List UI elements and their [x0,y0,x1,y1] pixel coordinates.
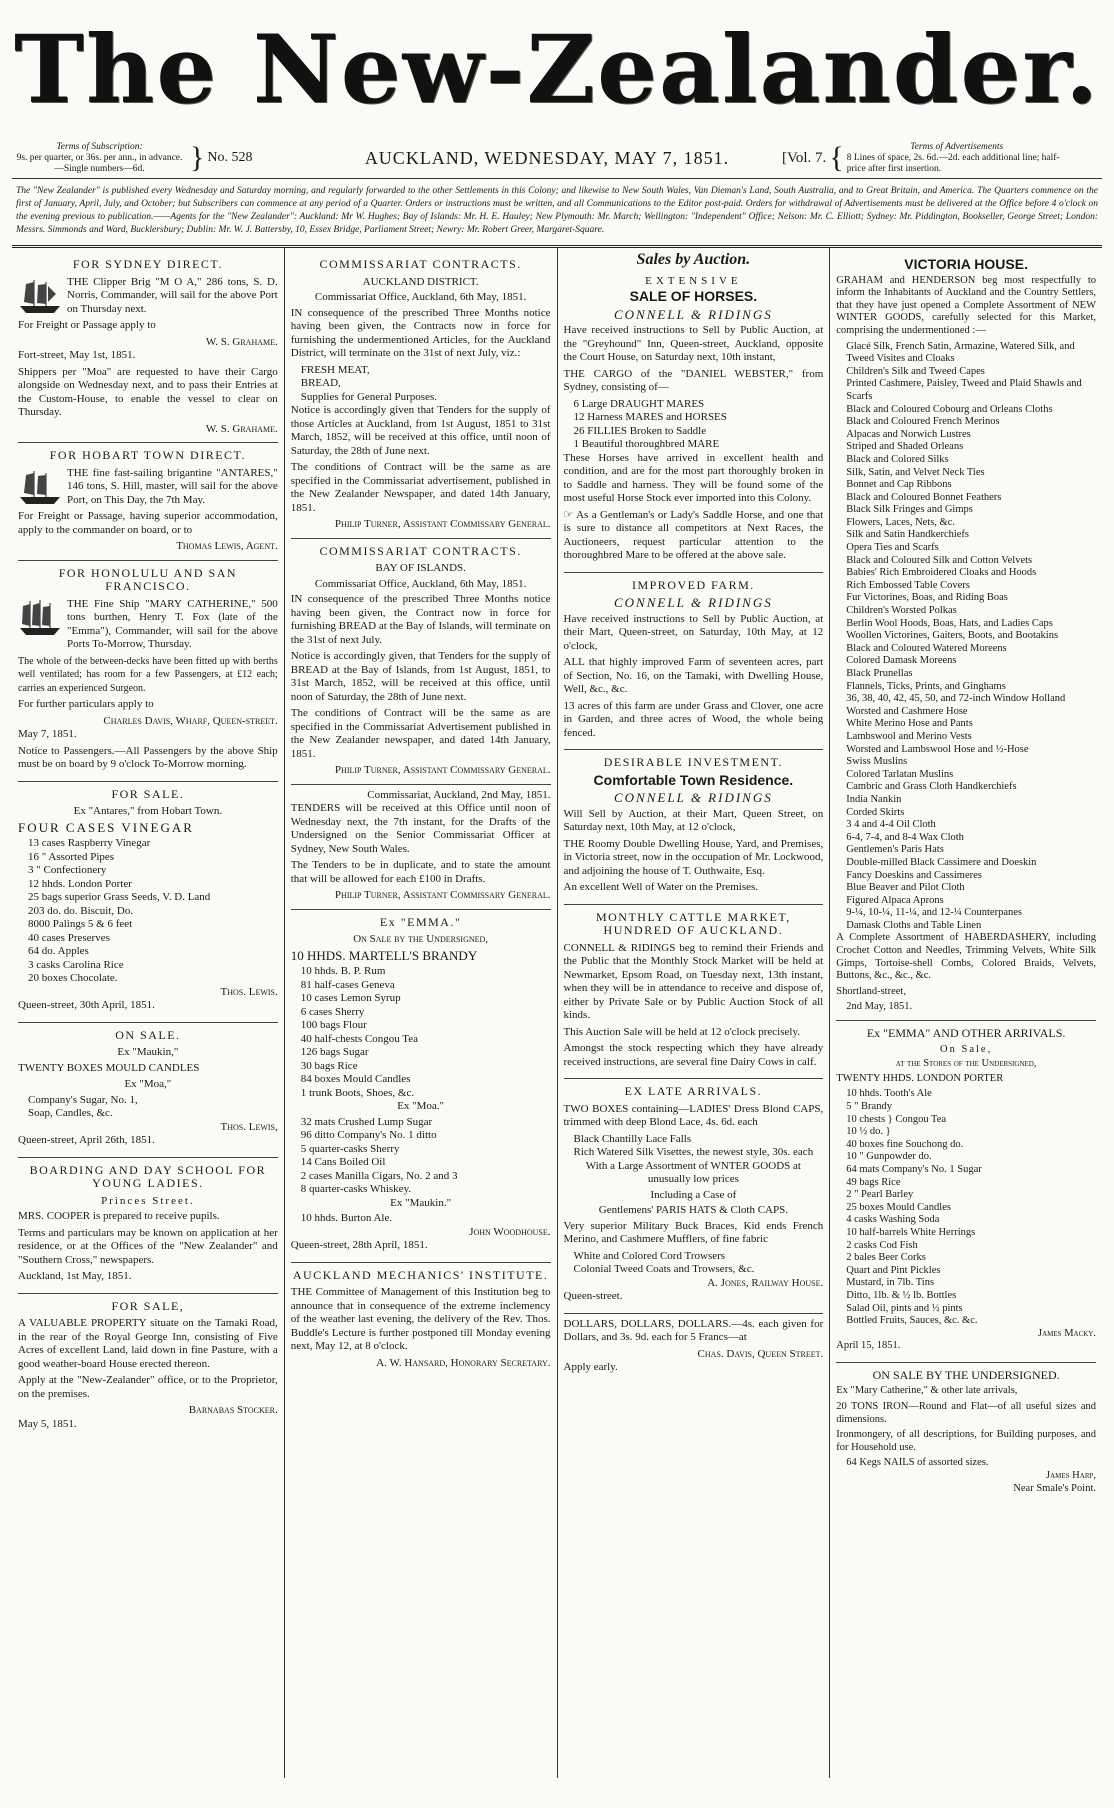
list-item: Swiss Muslins [846,756,908,768]
advert-cattle-market [564,905,824,1080]
list-item: Mustard, in 7lb. Tins [846,1277,935,1289]
volume-number: [Vol. 7. [782,149,827,166]
advert-lead: FOUR CASES VINEGAR [18,819,194,835]
advert-body: THE Fine Ship "MARY CATHERINE," 500 tons burthen, Henry T. Fox (late of the "Emma"), Commander, will sail for the above Ports To-Morrow, Thursday. [67,597,278,650]
advert-sydney [18,252,278,443]
list-item: 10 half-barrels White Herrings [846,1226,976,1238]
list-item: Printed Cashmere, Paisley, Tweed and Plaid Shawls and Scarfs [846,378,1082,402]
advert-text: Apply early. [563,1361,618,1373]
advert-body: Have received instructions to Sell by Public Auction, at the "Greyhound" Inn, Queen-street, Auckland, opposite the Court House, on Saturday next, 10th instant, [563,324,824,363]
advert-body: TWENTY BOXES MOULD CANDLES [18,1061,200,1074]
list-item: Figured Alpaca Aprons [846,894,944,906]
advert-on-sale [18,1023,278,1158]
advert-date: Fort-street, May 1st, 1851. [18,349,136,361]
list-item: Bonnet and Cap Ribbons [846,479,952,491]
list-item: Opera Ties and Scarfs [846,542,939,554]
advert-text: The whole of the between-decks have been fitted up with berths well ventilated; has room for a few Passengers, at £12 each; carries an experienced Surgeon. [18,655,278,694]
item-list [18,837,278,986]
list-item: Quart and Pint Pickles [846,1264,941,1276]
list-item: Silk, Satin, and Velvet Neck Ties [846,466,985,478]
list-item: 36, 38, 40, 42, 45, 50, and 72-inch Window Holland [846,693,1066,705]
list-item: Rich Embossed Table Covers [846,579,970,591]
list-item: 203 do. do. Biscuit, Do. [28,904,134,917]
advert-signature: W. S. Grahame. [205,422,278,435]
list-item: Fancy Doeskins and Cassimeres [846,869,982,881]
advert-heading: Ex "EMMA." [379,914,462,929]
list-item: 9-¼, 10-¼, 11-¼, and 12-¼ Counterpanes [846,907,1022,919]
advert-subheading: Ex "Mary Catherine," & other late arrivals, [836,1385,1018,1397]
advert-signature: Charles Davis, Wharf, Queen-street. [103,714,278,727]
list-item: Black Silk Fringes and Gimps [846,504,973,516]
advert-late-arrivals [564,1079,824,1314]
advert-heading: MONTHLY CATTLE MARKET, HUNDRED OF AUCKLAND. [595,909,791,937]
list-item: Colored Tarlatan Muslins [846,768,954,780]
list-item: 5 " Brandy [846,1101,892,1112]
issue-number: No. 528 [207,150,253,165]
advert-subheading: AUCKLAND DISTRICT. [362,275,479,288]
advert-subheading: Princes Street. [101,1194,195,1207]
advert-body: THE Clipper Brig "M O A," 286 tons, S. D. Norris, Commander, will sail for the above Port on Thursday next. [67,275,278,315]
advert-signature: W. S. Grahame. [205,335,278,348]
list-item: Bottled Fruits, Sauces, &c. &c. [846,1315,978,1327]
advert-commissariat-auckland [291,252,551,539]
list-item: Black and Coloured Cobourg and Orleans Cloths [846,403,1053,415]
advert-heading: FOR SALE, [111,1298,185,1313]
advert-text: ALL that highly improved Farm of seventeen acres, part of Section, No. 16, on the Tamaki, with Dwelling House, Well, &c., &c. [563,656,824,695]
list-item: Double-milled Black Cassimere and Doeskin [846,856,1037,868]
list-item: 64 mats Company's No. 1 Sugar [846,1163,982,1175]
advert-emma [291,910,551,1263]
advert-text: An excellent Well of Water on the Premises. [563,881,759,893]
advert-heading: AUCKLAND MECHANICS' INSTITUTE. [292,1267,549,1282]
column-3 [558,248,831,1778]
list-item: 10 ½ do. } [846,1126,891,1138]
list-item: Corded Skirts [846,806,905,818]
advert-text: Colonial Tweed Coats and Trowsers, &c. [573,1263,755,1275]
advert-signature: Thomas Lewis, Agent. [176,540,278,552]
list-item: Fur Victorines, Boas, and Riding Boas [846,592,1008,604]
advert-date: April 15, 1851. [836,1340,901,1352]
advert-signature: John Woodhouse. [469,1225,551,1238]
list-item: 40 cases Preserves [28,931,110,944]
column-4 [830,248,1102,1778]
advert-body: THE fine fast-sailing brigantine "ANTARES," 146 tons, S. Hill, master, will sail for the above Port, on This Day, the 7th May. [67,466,278,506]
list-item: Black and Colored Silks [846,453,949,465]
list-item: Berlin Wool Hoods, Boas, Hats, and Ladies Caps [846,617,1053,629]
advert-subheading: Comfortable Town Residence. [593,771,794,788]
advert-text: These Horses have arrived in excellent health and condition, and are for the most part thoroughly broken in to Saddle and harness. They will be found some of the most useful Horse Stock ever imported into this Colony. [563,451,824,504]
list-item: 6 Large DRAUGHT MARES [573,397,705,410]
advert-signature: Philip Turner, Assistant Commissary General. [334,518,551,530]
advert-heading: COMMISSARIAT CONTRACTS. [319,543,522,558]
list-item: 10 chests } Congou Tea [846,1113,947,1125]
list-item: 12 Harness MARES and HORSES [573,411,727,423]
advert-commissariat-bay [291,539,551,785]
advert-tenders [291,785,551,910]
advert-text: 64 Kegs NAILS of assorted sizes. [846,1457,989,1469]
advert-iron [836,1363,1096,1501]
advert-body: MRS. COOPER is prepared to receive pupils. [18,1210,220,1222]
ship-icon [18,598,62,638]
advert-text: Company's Sugar, No. 1, [28,1093,138,1106]
advert-subheading: Ex "Moa." [397,1100,445,1112]
list-item: 4 casks Washing Soda [846,1214,940,1226]
advert-emma-arrivals [836,1021,1096,1363]
list-item: 12 hhds. London Porter [28,877,132,890]
advert-signature: Barnabas Stocker. [188,1404,278,1416]
advert-subheading: Ex "Maukin." [390,1196,452,1209]
list-item: Worsted and Cashmere Hose [846,705,968,717]
advert-body: IN consequence of the prescribed Three Months notice having been given, the Contracts now in force for furnishing the undermentioned Articles, for the Auckland District, will terminate on the 31st of next July, viz.: [290,306,551,359]
advert-heading: SALE OF HORSES. [629,288,758,304]
list-item: Black and Coloured French Merinos [846,416,1000,428]
column-2 [285,248,558,1778]
list-item: 32 mats Crushed Lump Sugar [300,1115,433,1128]
list-item: Supplies for General Purposes. [300,390,438,403]
advert-subheading: at the Stores of the Undersigned, [895,1058,1037,1070]
brace: { [829,141,844,174]
list-item: Colored Damask Moreens [846,655,957,667]
advert-text: Ironmongery, of all descriptions, for Building purposes, and for Household use. [836,1429,1096,1453]
list-item: 81 half-cases Geneva [300,978,395,991]
list-item: Black and Coloured Bonnet Feathers [846,491,1002,503]
advert-heading: Ex "EMMA" AND OTHER ARRIVALS. [866,1026,1066,1041]
list-item: 6 cases Sherry [300,1005,365,1018]
auctioneer-name: CONNELL & RIDINGS [614,595,773,610]
list-item: Ditto, 1lb. & ½ lb. Bottles [846,1289,957,1301]
list-item: 2 cases Manilla Cigars, No. 2 and 3 [300,1169,458,1182]
list-item: Children's Worsted Polkas [846,605,957,617]
list-item: 8000 Palings 5 & 6 feet [28,918,133,930]
advert-text: 13 acres of this farm are under Grass and Clover, one acre in Garden, and three acres of Wood, the whole being fenced. [563,699,824,739]
advert-heading: DESIRABLE INVESTMENT. [603,755,784,769]
advert-text: This Auction Sale will be held at 12 o'clock precisely. [563,1025,800,1038]
list-item: Silk and Satin Handkerchiefs [846,529,970,541]
advert-body: CONNELL & RIDINGS beg to remind their Friends and the Public that the Monthly Stock Market will be held at Newmarket, Epsom Road, on Tuesday next, 13th instant, when they will be in attendance to receive and dispose of, either by Private Sale or by Public Auction Stock of all kinds. [563,941,824,1021]
list-item: Black Prunellas [846,668,913,679]
advert-farm [564,573,824,751]
list-item: 1 Beautiful thoroughbred MARE [573,438,720,450]
advert-subheading: On Sale by the Undersigned, [353,933,489,945]
list-item: 100 bags Flour [300,1019,367,1031]
list-item: 26 FILLIES Broken to Saddle [573,424,707,437]
advert-signature: Philip Turner, Assistant Commissary General. [334,889,551,901]
list-item: 96 ditto Company's No. 1 ditto [300,1129,437,1141]
list-item: 30 bags Rice [300,1059,358,1072]
advert-text: Shippers per "Moa" are requested to have their Cargo alongside on Wednesday next, and to pass their Entries at the Custom-House, to enable the vessel to clear on Thursday. [18,365,278,418]
advert-body: DOLLARS, DOLLARS, DOLLARS.—4s. each given for Dollars, and 3s. 9d. each for 5 Francs—at [563,1317,824,1343]
advert-horses [564,271,824,573]
list-item: Flowers, Laces, Nets, &c. [846,516,956,528]
advert-text: White and Colored Cord Trowsers [573,1249,726,1262]
ship-icon [18,467,62,507]
advert-text: Amongst the stock respecting which they have already received instructions, are several fine Dairy Cows in calf. [563,1042,824,1068]
advert-heading: EX LATE ARRIVALS. [624,1084,763,1098]
list-item: Babies' Rich Embroidered Cloaks and Hoods [846,567,1037,579]
advert-property [18,1294,278,1441]
advert-subheading: Ex "Maukin," [117,1046,179,1058]
advert-body: TWO BOXES containing—LADIES' Dress Blond CAPS, trimmed with deep Blond Lace, 4s. 6d. each [563,1102,824,1128]
advert-date: May 5, 1851. [18,1417,77,1430]
brace: } [190,141,205,174]
advert-text: Notice to Passengers.—All Passengers by the above Ship must be on board by 9 o'clock To-Morrow morning. [18,744,278,770]
column-1 [12,248,285,1778]
list-item: 49 bags Rice [846,1176,901,1188]
advert-body: 20 TONS IRON—Round and Flat—of all useful sizes and dimensions. [836,1401,1096,1425]
list-item: 3 " Confectionery [28,864,107,876]
advert-date: 2nd May, 1851. [846,1001,913,1013]
list-item: Woollen Victorines, Gaiters, Boots, and Bootakins [846,630,1059,642]
advert-date: Queen-street, April 26th, 1851. [18,1134,155,1146]
advert-victoria-house [836,252,1096,1021]
list-item: 5 quarter-casks Sherry [300,1142,400,1155]
columns [12,248,1102,1778]
advert-date: Queen-street. [563,1290,623,1302]
advert-body: A VALUABLE PROPERTY situate on the Tamaki Road, in the rear of the Royal George Inn, consisting of Five Acres of excellent Land, laid down in fine Pasture, with a good weather-board House erected thereon. [18,1317,278,1370]
list-item: 3 4 and 4-4 Oil Cloth [846,819,936,831]
advert-text: THE CARGO of the "DANIEL WEBSTER," from Sydney, consisting of— [563,367,824,393]
list-item: 1 trunk Boots, Shoes, &c. [300,1086,415,1099]
list-item: 16 " Assorted Pipes [28,850,115,863]
list-item: Lambswool and Merino Vests [846,730,972,742]
list-item: 14 Cans Boiled Oil [300,1156,386,1168]
list-item: Blue Beaver and Pilot Cloth [846,882,965,894]
advert-heading: FOR SALE. [111,786,185,801]
advert-honolulu [18,561,278,782]
list-item: Glacé Silk, French Satin, Armazine, Watered Silk, and Tweed Visites and Cloaks [846,340,1075,365]
advert-hobart [18,443,278,561]
list-item: 40 boxes fine Souchong do. [846,1138,964,1150]
advert-lead: TWENTY HHDS. LONDON PORTER [836,1072,1004,1084]
subscription-terms: 9s. per quarter, or 36s. per ann., in advance.—Single numbers—6d. [16,152,183,174]
advert-for-sale [18,782,278,1023]
advert-heading: ON SALE. [115,1027,181,1042]
advert-text: ☞ As a Gentleman's or Lady's Saddle Horse, and one that is sure to distance all competitors at Next Races, the Auctioneers, request particular attention to the thoroughbred Mare to be offered at the above sale. [563,508,824,561]
advert-text: The Tenders to be in duplicate, and to state the amount that will be allowed for each £100 in Drafts. [290,859,551,885]
list-item: 40 half-chests Congou Tea [300,1032,419,1045]
advert-date: May 7, 1851. [18,728,77,740]
list-item: Cambric and Grass Cloth Handkerchiefs [846,781,1017,793]
list-item: 20 boxes Chocolate. [28,972,118,984]
list-item: 10 hhds. B. P. Rum [300,965,386,977]
advert-lead: 10 HHDS. MARTELL'S BRANDY [290,947,478,963]
list-item: Black Chantilly Lace Falls [573,1132,692,1145]
advert-text: Terms and particulars may be known on application at her residence, or at the Offices of the "New Zealander" and "Southern Cross," newspapers. [18,1226,278,1266]
advert-text: The conditions of Contract will be the same as are specified in the Commissariat Advertisement published in the New Zealander newspaper, and dated 14th January, 1851. [290,707,551,760]
advert-date: Queen-street, 28th April, 1851. [290,1239,428,1251]
advert-text: For Freight or Passage apply to [18,319,156,331]
advert-body: THE Committee of Management of this Institution beg to announce that in consequence of the extreme inclemency of the weather last evening, the delivery of the Rev. Thos. Buddle's Lecture is further postponed till Monday evening next, May 12, at 8 o'clock. [290,1286,551,1352]
list-item: Striped and Shaded Orleans [846,441,964,453]
list-item: Damask Cloths and Table Linen [846,919,982,931]
list-item: Gentlemen's Paris Hats [846,844,944,856]
advert-body: TENDERS will be received at this Office until noon of Wednesday next, the 7th instant, for the Drafts of the Undersigned on the Senior Commissariat Officer at Sydney, New South Wales. [290,802,551,855]
advert-mechanics [291,1263,551,1377]
advert-date: Auckland, 1st May, 1851. [18,1270,132,1282]
advert-heading: FOR HONOLULU AND SAN FRANCISCO. [58,565,238,593]
advert-signature: Thos. Lewis. [220,985,278,998]
list-item: 25 boxes Mould Candles [846,1201,951,1213]
advert-terms-heading: Terms of Advertisements [910,141,1004,152]
list-item: 10 hhds. Tooth's Ale [846,1088,932,1100]
advert-subheading: On Sale, [940,1043,993,1055]
advert-signature: James Macky. [1038,1327,1096,1339]
advert-text: Ex "Moa," [124,1078,172,1090]
advert-body: GRAHAM and HENDERSON beg most respectfully to inform the Inhabitants of Auckland and the Country Settlers, that they have just opened a Complete Assortment of NEW WINTER GOODS, carefully selected for this Market, comprising the undermentioned :— [836,274,1096,336]
advert-residence [564,750,824,905]
list-item: Children's Silk and Tweed Capes [846,365,985,377]
advert-body: Will Sell by Auction, at their Mart, Queen Street, on Saturday next, 10th May, at 12 o'clock, [563,807,824,833]
list-item: Black and Coloured Silk and Cotton Velvets [846,554,1033,566]
advert-body: IN consequence of the prescribed Three Months notice having been given, the Contract now in force for furnishing BREAD at the Bay of Islands, will terminate on the 31st of next July. [290,593,551,646]
advert-text: Apply at the "New-Zealander" office, or to the Proprietor, on the premises. [18,1374,278,1400]
advert-office: Commissariat Office, Auckland, 6th May, 1851. [314,577,527,590]
auctioneer-name: CONNELL & RIDINGS [614,306,773,322]
issue-date: AUCKLAND, WEDNESDAY, MAY 7, 1851. [364,147,730,168]
advert-text: The conditions of Contract will be the same as are specified in the Commissariat advertisement, published in the New Zealander Newspaper, and dated 14th January, 1851. [290,461,551,514]
advert-place: Shortland-street, [836,985,906,997]
advert-subheading: Ex "Antares," from Hobart Town. [73,805,223,817]
advert-signature: A. W. Hansard, Honorary Secretary. [376,1356,551,1369]
advert-heading: VICTORIA HOUSE. [904,256,1028,272]
list-item: 2 bales Beer Corks [846,1252,926,1264]
section-heading: Sales by Auction. [636,251,751,268]
advert-office: Commissariat Office, Auckland, 6th May, 1851. [314,291,527,303]
list-item: FRESH MEAT, [300,363,370,376]
publication-notice: The "New Zealander" is published every Wednesday and Saturday morning, and regularly forwarded to the other Settlements in this Colony; and likewise to New South Wales, Van Dieman's Land, South Australia, and to Great Britain, and America. The Quarters commence on the first of January, April, July, and October; but Subscribers can commence at any period of a Quarter. Orders or instructions must be written, and all Communications to the Editor post-paid. Orders for withdrawal of Advertisements must be delivered at the Office before 4 o'clock on the evening previous to publication.——Agents for the "New Zealander": Auckland: Mr W. Hughes; Bay of Islands: Mr. H. E. Hauley; New Plymouth: Mr. March; Wellington: "Independent" Office; Nelson: Mr. C. Elliott; Sydney: Mr. Piddington, Bookseller, George Street; London: Messrs. Simmonds and Ward, Bucklersbury; Dublin: Mr. W. J. Battersby, 10, Essex Bridge, Parliament Street; Newry: Mr. Robert Greer, Margaret-Square. [12,178,1102,243]
list-item: Rich Watered Silk Visettes, the newest style, 30s. each [573,1146,814,1158]
ship-icon [18,276,62,316]
advert-signature: James Harp, [1046,1470,1096,1482]
list-item: 10 " Gunpowder do. [846,1151,932,1163]
list-item: Salad Oil, pints and ½ pints [846,1302,963,1314]
advert-date: Queen-street, 30th April, 1851. [18,999,155,1011]
list-item: 64 do. Apples [28,945,89,957]
advert-text: Soap, Candles, &c. [28,1107,113,1119]
advert-text: Very superior Military Buck Braces, Kid ends French Merino, and Cashmere Mufflers, of fine fabric [563,1219,824,1245]
advert-heading: ON SALE BY THE UNDERSIGNED. [872,1367,1060,1382]
list-item: 8 quarter-casks Whiskey. [300,1183,412,1195]
list-item: 84 boxes Mould Candles [300,1073,411,1085]
advert-heading: COMMISSARIAT CONTRACTS. [319,257,522,271]
list-item: White Merino Hose and Pants [846,718,973,730]
list-item: 2 casks Cod Fish [846,1239,918,1251]
advert-pre-heading: EXTENSIVE [645,274,742,287]
advert-signature: Chas. Davis, Queen Street. [697,1347,824,1360]
advert-text: THE Roomy Double Dwelling House, Yard, and Premises, in Victoria street, now in the occupation of Mr. Lockwood, and adjoining the house of T. Outhwaite, Esq. [563,837,824,877]
advert-school [18,1158,278,1294]
advert-text: For further particulars apply to [18,698,154,710]
advert-text: For Freight or Passage, having superior accommodation, apply to the commander on board, or to [18,510,278,536]
list-item: 2 " Pearl Barley [846,1189,914,1201]
list-item: Including a Case of [650,1188,737,1201]
advert-text: Notice is accordingly given that Tenders for the supply of those Articles at Auckland, from 1st August, 1851 to 31st March, 1852, will be received at this office, until noon of Saturday, the 28th of June next. [290,404,551,457]
advert-signature: Thos. Lewis, [220,1120,278,1133]
list-item: With a Large Assortment of WNTER GOODS at unusually low prices [585,1159,801,1185]
list-item: BREAD, [300,377,341,389]
list-item: 10 cases Lemon Syrup [300,992,401,1004]
advert-heading: IMPROVED FARM. [631,577,755,592]
advert-signature: A. Jones, Railway House. [707,1276,824,1289]
list-item: 126 bags Sugar [300,1046,369,1058]
list-item: 3 casks Carolina Rice [28,958,124,971]
advert-heading: BOARDING AND DAY SCHOOL FOR YOUNG LADIES. [29,1162,267,1190]
list-item: Gentlemens' PARIS HATS & Cloth CAPS. [598,1204,788,1216]
advert-terms: 8 Lines of space, 2s. 6d.—2d. each additional line; half-price after first insertion. [846,152,1060,174]
list-item: 10 hhds. Burton Ale. [300,1212,393,1224]
advert-heading: FOR SYDNEY DIRECT. [72,257,223,271]
advert-text: A Complete Assortment of HABERDASHERY, including Crochet Cotton and Needles, Trimming Velvets, White Silk Gimps, Tortoise-shell Combs, Colored Braids, Velvets, Buttons, &c., &c., &c. [836,932,1096,982]
masthead-title: The New-Zealander. [14,15,1100,125]
advert-body: Have received instructions to Sell by Public Auction, at their Mart, Queen-street, on Saturday, 10th May, at 12 o'clock, [563,612,824,652]
advert-subheading: BAY OF ISLANDS. [375,562,466,574]
list-item: Worsted and Lambswool Hose and ½-Hose [846,743,1029,755]
list-item: 6-4, 7-4, and 8-4 Wax Cloth [846,831,964,843]
advert-text: Notice is accordingly given, that Tenders for the supply of BREAD at the Bay of Islands, from 1st August, 1851, to 31st March, 1852, will be received at this office, until noon of Saturday, the 28th of June next. [290,650,551,703]
advert-signature: Near Smale's Point. [1013,1482,1096,1494]
subscription-heading: Terms of Subscription: [56,141,143,152]
advert-signature: Philip Turner, Assistant Commissary General. [334,764,551,776]
list-item: Flannels, Ticks, Prints, and Ginghams [846,680,1006,692]
list-item: Alpacas and Norwich Lustres [846,428,971,440]
advert-dollars [564,1314,824,1384]
dateline [12,138,1102,178]
advert-office: Commissariat, Auckland, 2nd May, 1851. [367,788,551,801]
advert-heading: FOR HOBART TOWN DIRECT. [49,448,246,462]
list-item: 25 bags superior Grass Seeds, V. D. Land [28,891,211,903]
list-item: India Nankin [846,793,902,805]
list-item: 13 cases Raspberry Vinegar [28,837,151,849]
list-item: Black and Coloured Watered Moreens [846,642,1007,654]
auctioneer-name: CONNELL & RIDINGS [614,790,773,805]
